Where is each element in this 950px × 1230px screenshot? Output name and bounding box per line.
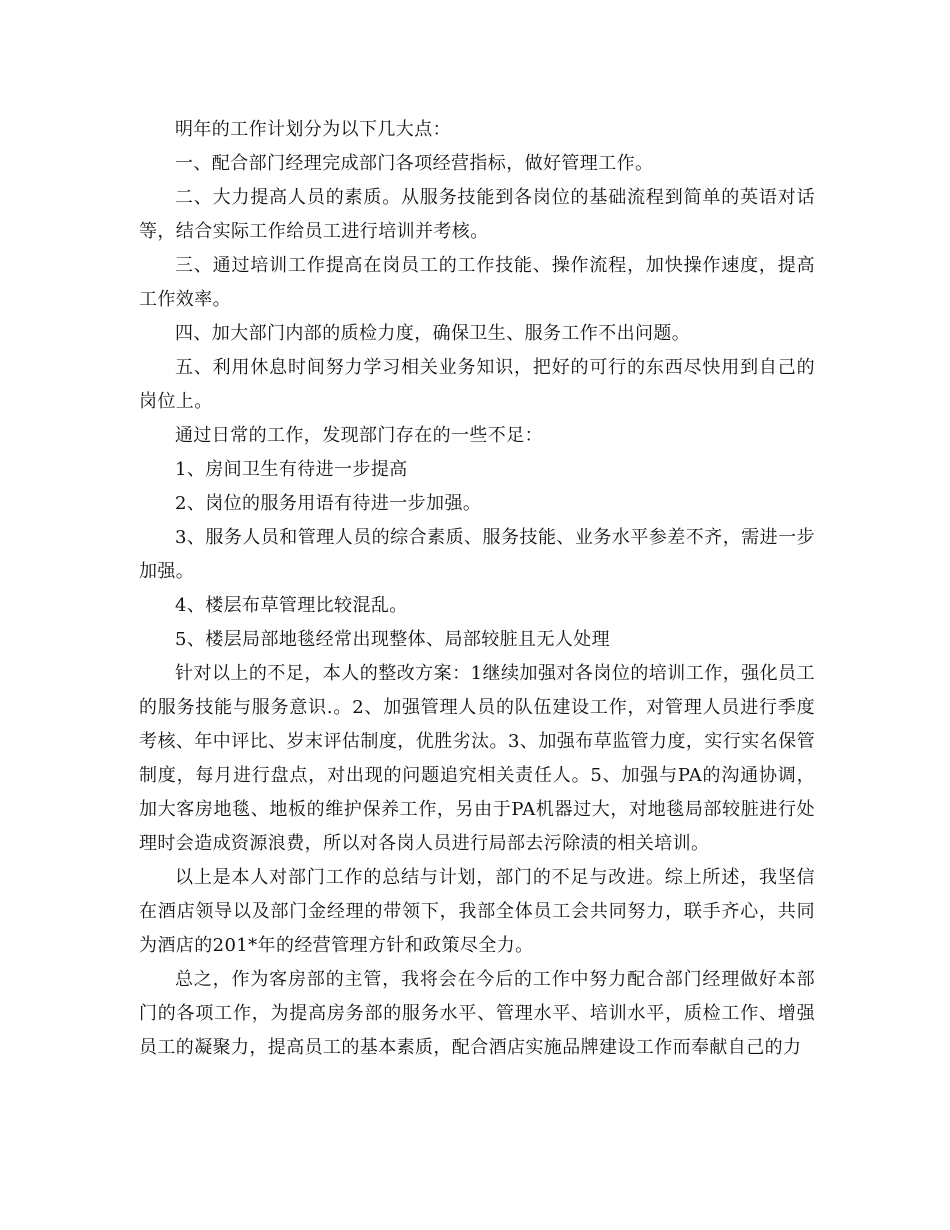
paragraph-conclusion: 总之，作为客房部的主管，我将会在今后的工作中努力配合部门经理做好本部门的各项工作，为提高房务部的服务水平、管理水平、培训水平，质检工作、增强员工的凝聚力，提高员工的基本素质，配合酒店实施品牌建设工作而奉献自己的力 — [139, 969, 815, 1058]
paragraph-issue-1: 1、房间卫生有待进一步提高 — [175, 459, 408, 480]
paragraph-intro: 明年的工作计划分为以下几大点： — [175, 119, 451, 140]
paragraph-issue-3: 3、服务人员和管理人员的综合素质、服务技能、业务水平参差不齐，需进一步加强。 — [139, 527, 815, 582]
paragraph-issue-5: 5、楼层局部地毯经常出现整体、局部较脏且无人处理 — [175, 629, 611, 650]
paragraph-improvement-plan: 针对以上的不足，本人的整改方案：1继续加强对各岗位的培训工作，强化员工的服务技能与服务意识.。2、加强管理人员的队伍建设工作，对管理人员进行季度考核、年中评比、岁末评估制度，优胜劣汰。3、加强布草监管力度，实行实名保管制度，每月进行盘点，对出现的问题追究相关责任人。5、加强与PA的沟通协调，加大客房地毯、地板的维护保养工作，另由于PA机器过大，对地毯局部较脏进行处理时会造成资源浪费，所以对各岗人员进行局部去污除渍的相关培训。 — [139, 663, 815, 854]
paragraph-issue-2: 2、岗位的服务用语有待进一步加强。 — [175, 493, 482, 514]
paragraph-issue-4: 4、楼层布草管理比较混乱。 — [175, 595, 408, 616]
paragraph-issues-intro: 通过日常的工作，发现部门存在的一些不足： — [175, 425, 543, 446]
paragraph-summary: 以上是本人对部门工作的总结与计划，部门的不足与改进。综上所述，我坚信在酒店领导以及部门金经理的带领下，我部全体员工会共同努力，联手齐心，共同为酒店的201*年的经营管理方针和政策尽全力。 — [139, 867, 815, 956]
paragraph-plan-5: 五、利用休息时间努力学习相关业务知识，把好的可行的东西尽快用到自己的岗位上。 — [139, 357, 815, 412]
paragraph-plan-1: 一、配合部门经理完成部门各项经营指标，做好管理工作。 — [175, 153, 654, 174]
paragraph-plan-2: 二、大力提高人员的素质。从服务技能到各岗位的基础流程到简单的英语对话等，结合实际工作给员工进行培训并考核。 — [139, 187, 815, 242]
paragraph-plan-3: 三、通过培训工作提高在岗员工的工作技能、操作流程，加快操作速度，提高工作效率。 — [139, 255, 815, 310]
paragraph-plan-4: 四、加大部门内部的质检力度，确保卫生、服务工作不出问题。 — [175, 323, 691, 344]
document-body — [139, 113, 815, 1065]
